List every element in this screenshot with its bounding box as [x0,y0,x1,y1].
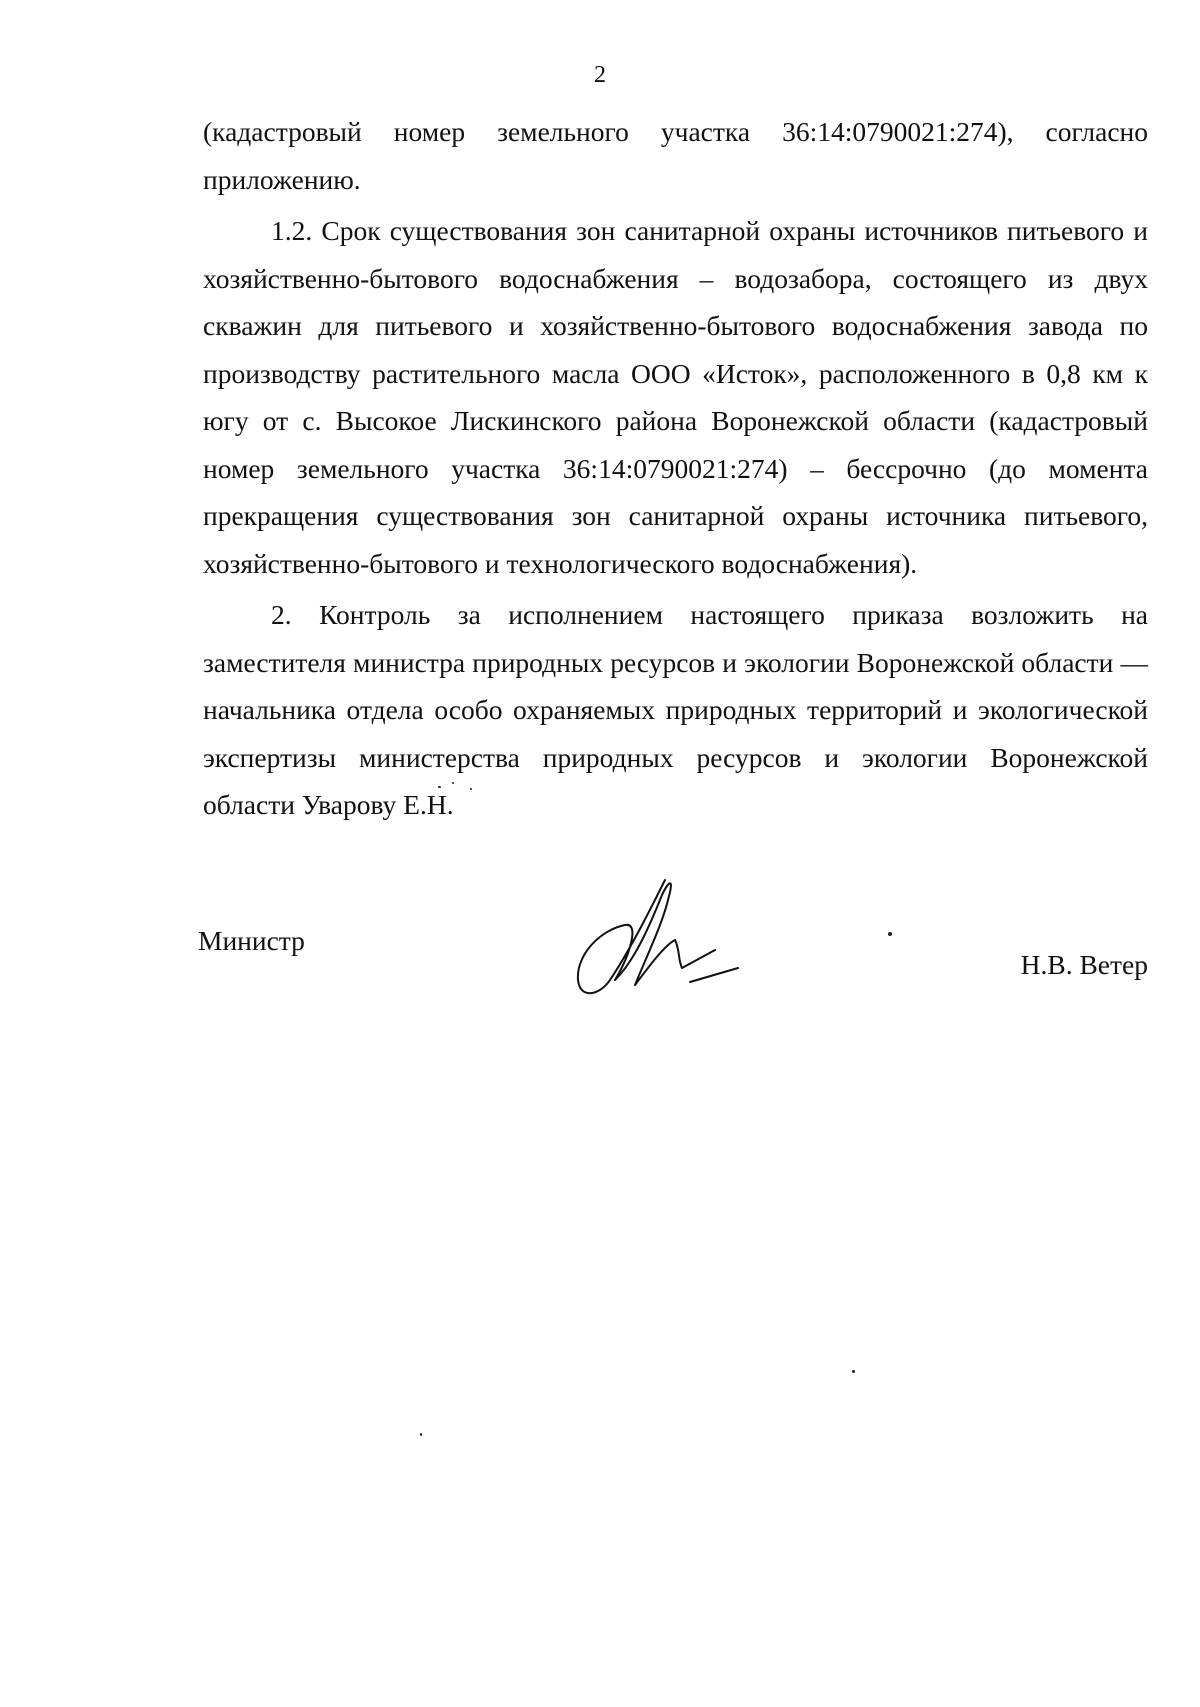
signatory-title: Министр [198,925,305,956]
paragraph-2: 2. Контроль за исполнением настоящего приказа возложить на заместителя министра природных ресурсов и экологии Воронежской области — начальника отдела особо охраняемых природных территорий и экологической экспертизы министерства природных ресурсов и экологии Воронежской области Уварову Е.Н. [203,599,1148,820]
paragraph-1-2: 1.2. Срок существования зон санитарной охраны источников питьевого и хозяйственно-бытового водоснабжения – водозабора, состоящего из двух скважин для питьевого и хозяйственно-бытового водоснабжения завода по производству растительного масла ООО «Исток», расположенного в 0,8 км к югу от с. Высокое Лискинского района Воронежской области (кадастровый номер земельного участка 36:14:0790021:274) – бессрочно (до момента прекращения существования зон санитарной охраны источника питьевого, хозяйственно-бытового и технологического водоснабжения). [203,215,1148,579]
handwritten-signature [570,870,750,1010]
scan-speck [852,1370,855,1373]
scan-speck [452,782,454,784]
paragraph-continuation: (кадастровый номер земельного участка 36:14:0790021:274), согласно приложению. [203,116,1148,195]
scan-speck [438,786,441,788]
document-body [203,108,1148,829]
page-number: 2 [594,62,606,88]
signatory-name: Н.В. Ветер [1020,949,1148,980]
scan-speck [470,788,472,790]
scan-speck [888,932,892,936]
scan-speck [420,1433,422,1436]
